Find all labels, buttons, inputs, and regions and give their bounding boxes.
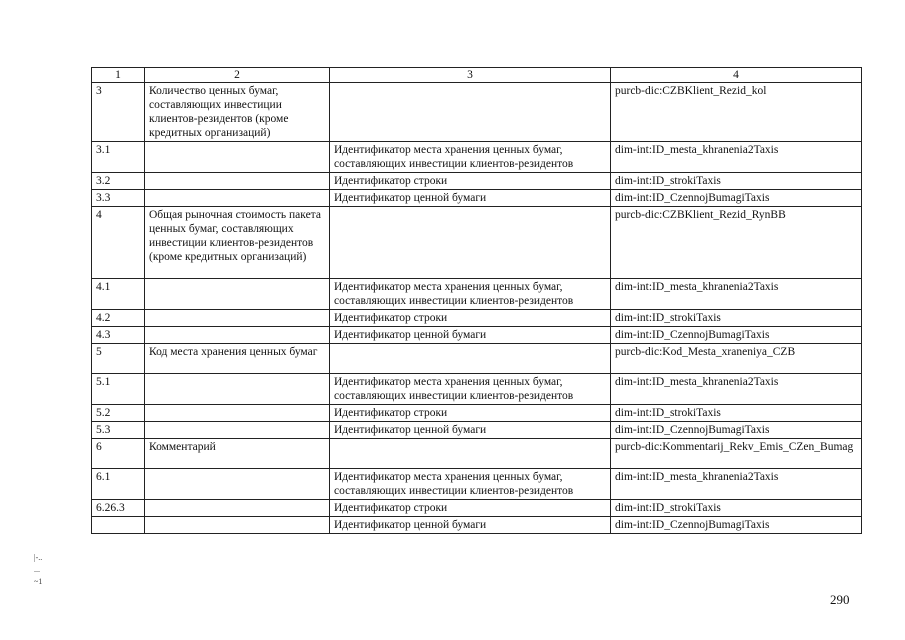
indicator-name-cell: Комментарий <box>145 439 330 469</box>
table-row <box>92 310 862 327</box>
indicator-name-cell <box>145 142 330 173</box>
row-number-cell: 5.1 <box>92 374 145 405</box>
element-code-cell: dim-int:ID_strokiTaxis <box>611 500 862 517</box>
table-row <box>92 173 862 190</box>
dimension-name-cell: Идентификатор ценной бумаги <box>330 517 611 534</box>
dimension-name-cell: Идентификатор строки <box>330 405 611 422</box>
indicator-name-cell <box>145 469 330 500</box>
dimension-name-cell: Идентификатор места хранения ценных бумаг, составляющих инвестиции клиентов-резидентов <box>330 469 611 500</box>
table-row <box>92 500 862 517</box>
header-cell: 2 <box>145 68 330 83</box>
element-code-cell: dim-int:ID_strokiTaxis <box>611 310 862 327</box>
element-code-cell: dim-int:ID_CzennojBumagiTaxis <box>611 422 862 439</box>
table-header-row <box>92 68 862 83</box>
dimension-name-cell <box>330 344 611 374</box>
dimension-name-cell <box>330 439 611 469</box>
table-row <box>92 517 862 534</box>
element-code-cell: dim-int:ID_strokiTaxis <box>611 173 862 190</box>
table-row <box>92 142 862 173</box>
element-code-cell: dim-int:ID_CzennojBumagiTaxis <box>611 190 862 207</box>
dimension-name-cell: Идентификатор места хранения ценных бумаг, составляющих инвестиции клиентов-резидентов <box>330 279 611 310</box>
data-table <box>91 67 862 534</box>
table-row <box>92 83 862 142</box>
row-number-cell <box>92 517 145 534</box>
row-number-cell: 3.2 <box>92 173 145 190</box>
row-number-cell: 5.2 <box>92 405 145 422</box>
table-row <box>92 327 862 344</box>
row-number-cell: 6.1 <box>92 469 145 500</box>
table-row <box>92 190 862 207</box>
table-row <box>92 439 862 469</box>
dimension-name-cell <box>330 207 611 279</box>
element-code-cell: dim-int:ID_mesta_khranenia2Taxis <box>611 469 862 500</box>
row-number-cell: 3.1 <box>92 142 145 173</box>
element-code-cell: dim-int:ID_strokiTaxis <box>611 405 862 422</box>
element-code-cell: purcb-dic:CZBKlient_Rezid_kol <box>611 83 862 142</box>
dimension-name-cell: Идентификатор ценной бумаги <box>330 422 611 439</box>
indicator-name-cell <box>145 405 330 422</box>
page-number: 290 <box>830 592 850 607</box>
indicator-name-cell <box>145 422 330 439</box>
indicator-name-cell <box>145 173 330 190</box>
element-code-cell: dim-int:ID_mesta_khranenia2Taxis <box>611 279 862 310</box>
header-cell: 3 <box>330 68 611 83</box>
table-row <box>92 422 862 439</box>
row-number-cell: 3 <box>92 83 145 142</box>
dimension-name-cell: Идентификатор строки <box>330 173 611 190</box>
header-cell: 1 <box>92 68 145 83</box>
table-row <box>92 344 862 374</box>
row-number-cell: 4.2 <box>92 310 145 327</box>
indicator-name-cell: Общая рыночная стоимость пакета ценных бумаг, составляющих инвестиции клиентов-резидентов (кроме кредитных организаций) <box>145 207 330 279</box>
indicator-name-cell <box>145 310 330 327</box>
row-number-cell: 4 <box>92 207 145 279</box>
margin-marks: |-.. ... ~1 <box>34 553 43 586</box>
indicator-name-cell <box>145 517 330 534</box>
table-row <box>92 469 862 500</box>
header-cell: 4 <box>611 68 862 83</box>
row-number-cell: 3.3 <box>92 190 145 207</box>
element-code-cell: purcb-dic:CZBKlient_Rezid_RynBB <box>611 207 862 279</box>
indicator-name-cell: Количество ценных бумаг, составляющих инвестиции клиентов-резидентов (кроме кредитных организаций) <box>145 83 330 142</box>
dimension-name-cell: Идентификатор строки <box>330 500 611 517</box>
table-row <box>92 374 862 405</box>
indicator-name-cell <box>145 327 330 344</box>
indicator-name-cell <box>145 279 330 310</box>
element-code-cell: purcb-dic:Kod_Mesta_xraneniya_CZB <box>611 344 862 374</box>
indicator-name-cell: Код места хранения ценных бумаг <box>145 344 330 374</box>
row-number-cell: 4.1 <box>92 279 145 310</box>
row-number-cell: 4.3 <box>92 327 145 344</box>
table-row <box>92 207 862 279</box>
indicator-name-cell <box>145 190 330 207</box>
row-number-cell: 6.26.3 <box>92 500 145 517</box>
dimension-name-cell: Идентификатор ценной бумаги <box>330 327 611 344</box>
row-number-cell: 5.3 <box>92 422 145 439</box>
table-row <box>92 405 862 422</box>
row-number-cell: 5 <box>92 344 145 374</box>
dimension-name-cell <box>330 83 611 142</box>
table-row <box>92 279 862 310</box>
element-code-cell: dim-int:ID_CzennojBumagiTaxis <box>611 327 862 344</box>
element-code-cell: purcb-dic:Kommentarij_Rekv_Emis_CZen_Bumag <box>611 439 862 469</box>
element-code-cell: dim-int:ID_CzennojBumagiTaxis <box>611 517 862 534</box>
dimension-name-cell: Идентификатор строки <box>330 310 611 327</box>
element-code-cell: dim-int:ID_mesta_khranenia2Taxis <box>611 374 862 405</box>
dimension-name-cell: Идентификатор места хранения ценных бумаг, составляющих инвестиции клиентов-резидентов <box>330 374 611 405</box>
dimension-name-cell: Идентификатор места хранения ценных бумаг, составляющих инвестиции клиентов-резидентов <box>330 142 611 173</box>
element-code-cell: dim-int:ID_mesta_khranenia2Taxis <box>611 142 862 173</box>
indicator-name-cell <box>145 500 330 517</box>
indicator-name-cell <box>145 374 330 405</box>
row-number-cell: 6 <box>92 439 145 469</box>
dimension-name-cell: Идентификатор ценной бумаги <box>330 190 611 207</box>
